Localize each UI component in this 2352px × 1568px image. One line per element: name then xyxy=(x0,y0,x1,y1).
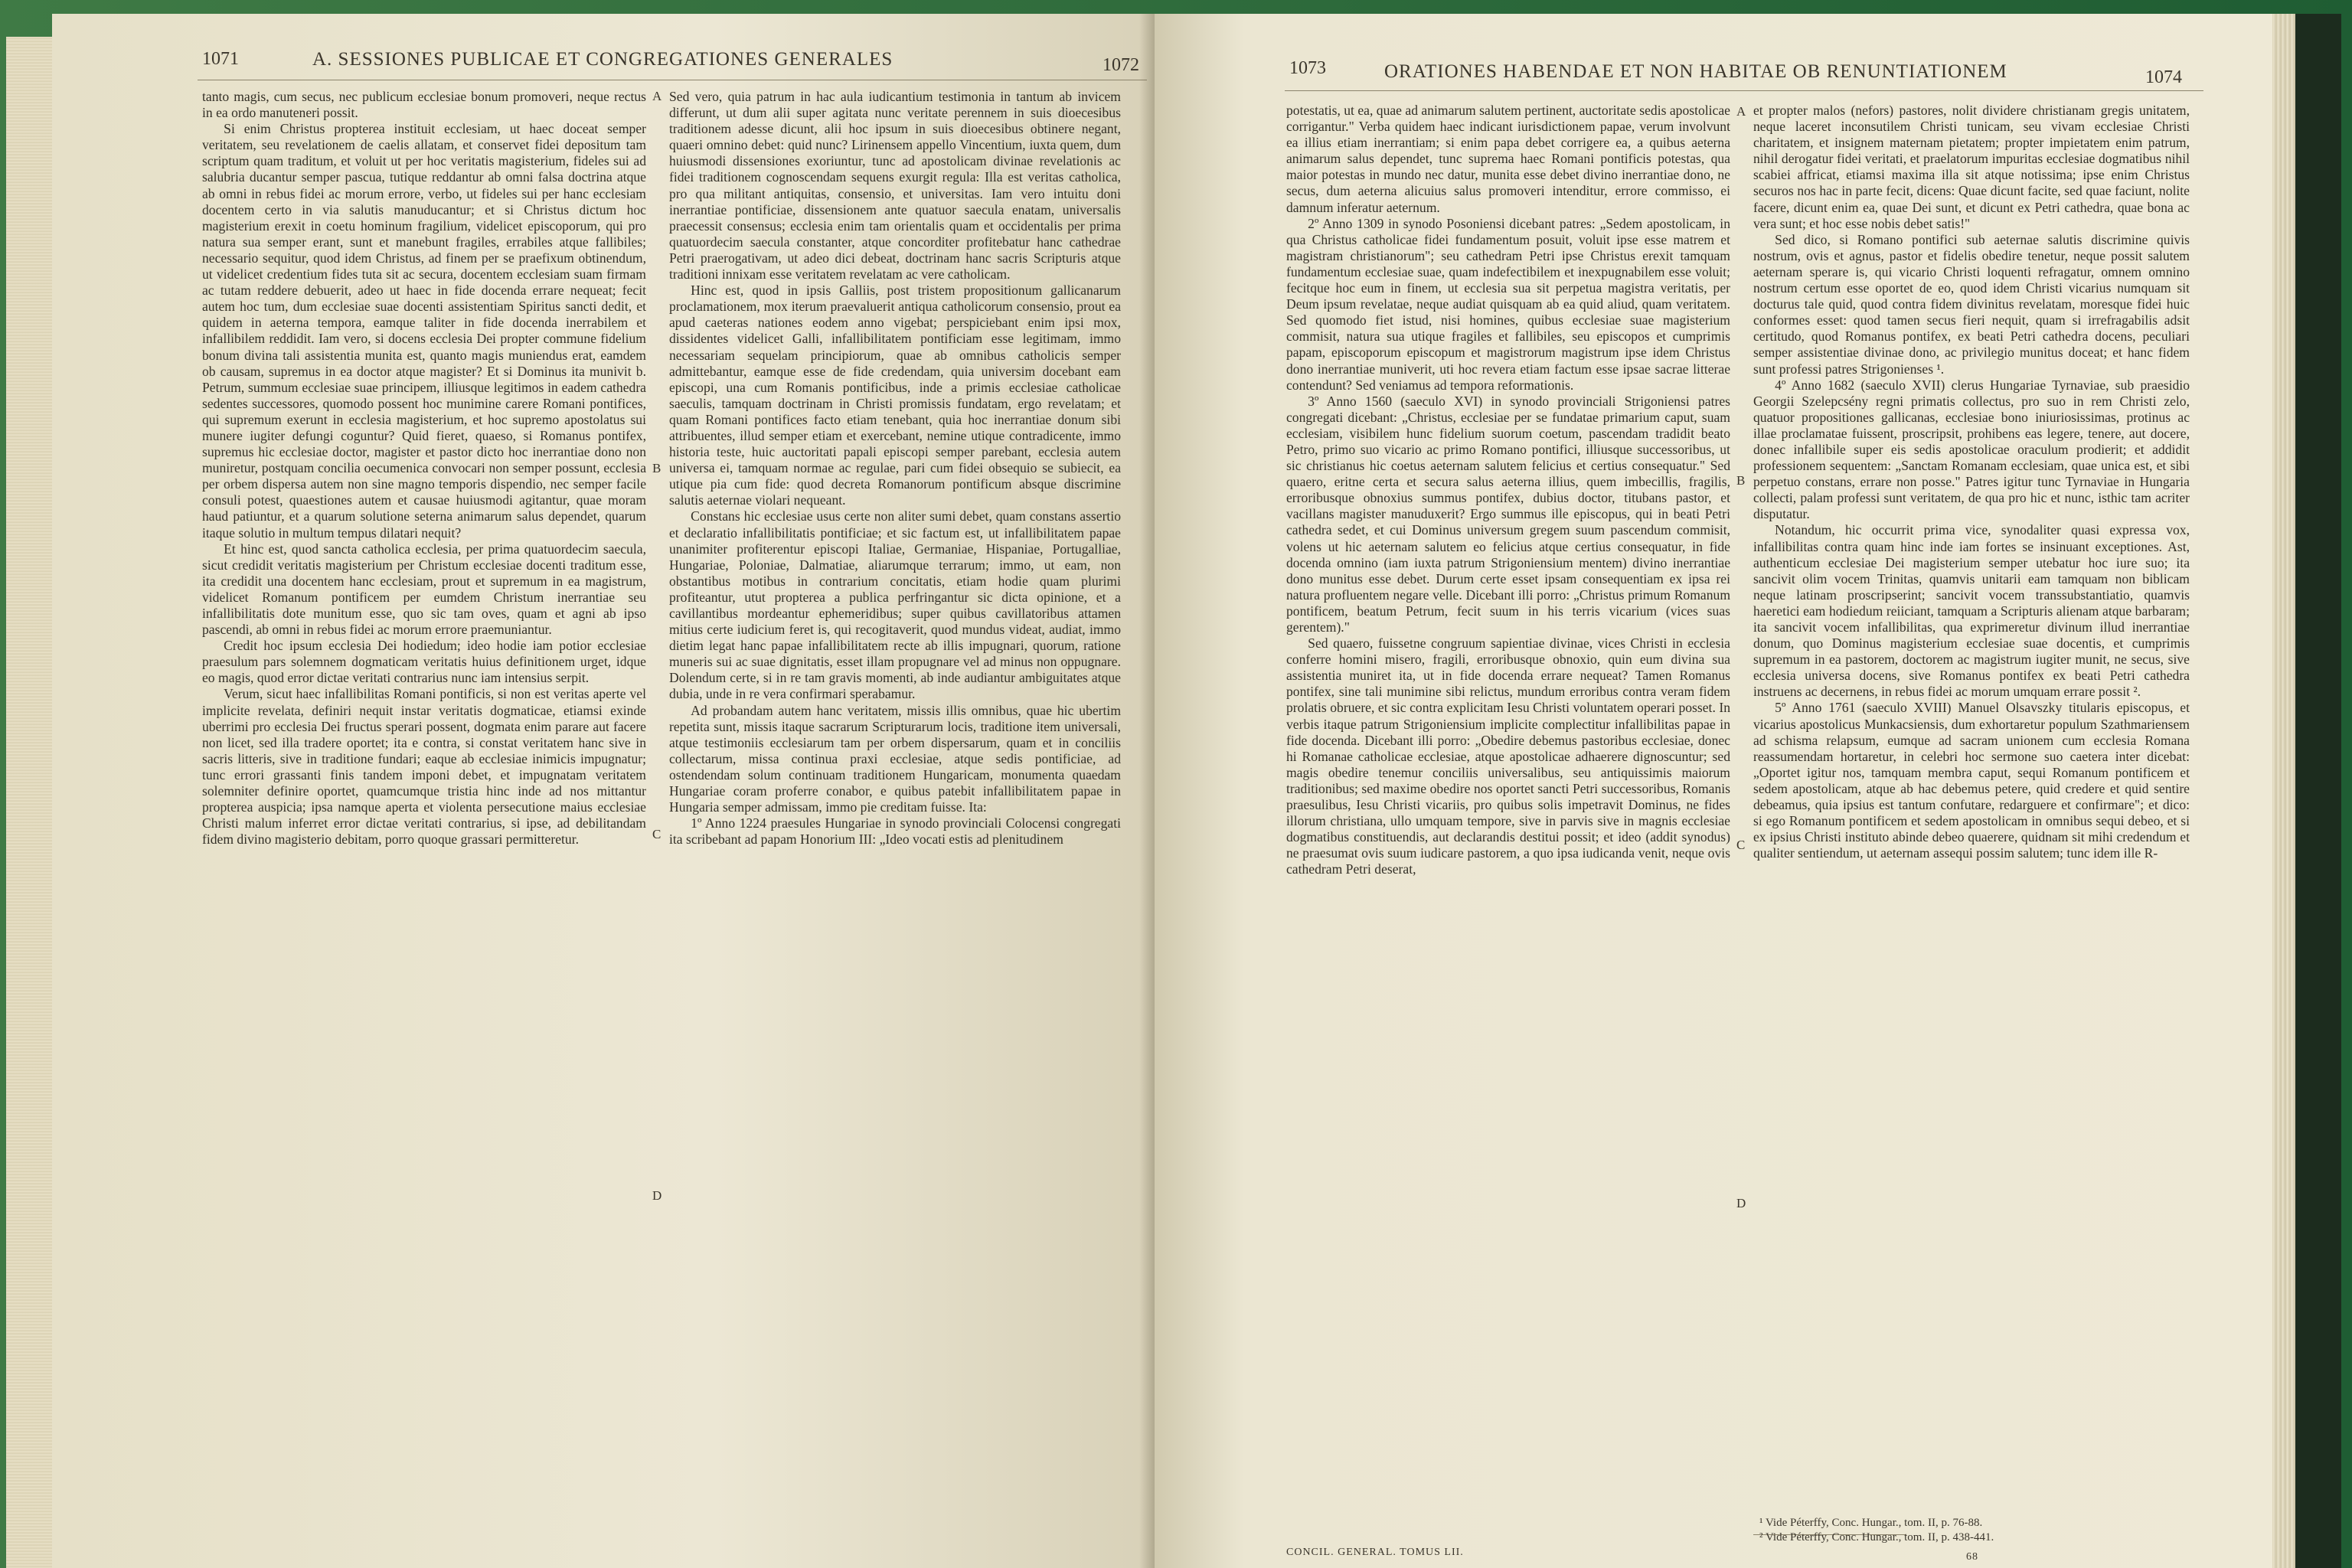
paragraph: Notandum, hic occurrit prima vice, synodaliter quasi expressa vox, infallibilitas contra quam hinc inde iam fortes se insinuant exceptiones. Ast, authenticum ecclesiae Dei magisterium semper utebatur hoc iure suo; ita sancivit olim vocem Trinitas, quamvis unitarii eam tamquam non biblicam neque latinam proscripserint; sancivit vocem transsubstantiatio, quamvis haeretici eam hodiedum reiiciant, tamquam a Scripturis alienam atque barbaram; ita sancivit vocem infallibilitas, qua exprimeretur divinum illud inerrantiae donum, quo Dominus magisterium ecclesiae suae docentis, et cumprimis supremum in ea pastorem, doctorem ac magistrum iugiter munit, ne secus, sive ecclesia universa docens, sive Romanus pontifex ex beati Petri cathedra instruens ac decernens, in rebus fidei ac morum umquam errare possit ². xyxy=(1753,522,2190,700)
margin-marker-a: A xyxy=(652,89,662,103)
paragraph: Sed quaero, fuissetne congruum sapientiae divinae, vices Christi in ecclesia conferre homini misero, fragili, erroribusque obnoxio, quin eum divina sua assistentia muniret ita, ut in fide docenda errare nequeat? Tamen Romanus pontifex, sine tali munimine sibi relictus, mundum erroribus contra veram fidem prolatis obruere, et sic contra explicitam Iesu Christi voluntatem operari posset. In verbis itaque patrum Strigoniensium implicite complectitur infallibilitas papae in fide docenda. Dicebant illi porro: „Obedire debemus pastoribus ecclesiae, donec hi Romanae catholicae ecclesiae, atque apostolicae adhaerere dignoscuntur; sed magis obedire tenemur conciliis universalibus, seu antiquissimis maiorum traditionibus; sed maxime obedire nos oportet sancti Petri successoribus, Romanis praesulibus, Iesu Christi vicariis, pro quibus solis impetravit Dominus, ne fides illorum christiana, ullo umquam tempore, sive in parvis sive in magnis ecclesiae dogmatibus constituendis, aut declarandis destitui possit; et ideo (addit synodus) ne praesumat ovis suum iudicare pastorem, a quo ipsa iudicanda venit, neque ovis cathedram Petri deserat, xyxy=(1286,635,1730,877)
paragraph: potestatis, ut ea, quae ad animarum salutem pertinent, auctoritate sedis apostolicae corrigantur." Verba quidem haec indicant iurisdictionem papae, verum involvunt ea illius etiam inerrantiam; si enim papa debet corrigere ea, a quibus aeterna animarum salus dependet, tunc suprema haec Romani pontificis potestas, qua maior potestas in mundo nec datur, munita esse debet divino inerrantiae dono, ne secus, dum aeterna alicuius salus promoveri intenditur, errore commisso, ei damnum inferatur aeternum. xyxy=(1286,103,1730,215)
signature-mark: 68 xyxy=(1966,1551,1978,1563)
right-page xyxy=(1155,14,2272,1568)
paragraph: 2º Anno 1309 in synodo Posoniensi dicebant patres: „Sedem apostolicam, in qua Christus catholicae fidei fundamentum posuit, voluit ipse esse matrem et magistram christianorum"; seu cathedram Petri ipse Christus erexit tamquam fundamentum ecclesiae suae, quam indefectibilem et inexpugnabilem esse voluit; fecitque hoc eum in finem, ut ecclesia sua sit perpetua magistra veritatis, per Deum ipsum revelatae, neque audiat quisquam ab ea quid aliud, quam veritatem. Sed quomodo fiet istud, nisi homines, quibus ecclesiae suae magisterium commisit, natura sua utique fragiles et fallibiles, seu episcopos et cumprimis papam, episcoporum episcopum et magistrorum magistrum ipse idem Christus dono inerrantiae muniverit, uti hoc revera etiam factum esse ipsae sacrae litterae contendunt? Sed veniamus ad tempora reformationis. xyxy=(1286,215,1730,393)
running-head-left: A. SESSIONES PUBLICAE ET CONGREGATIONES GENERALES xyxy=(312,49,893,70)
paragraph: tanto magis, cum secus, nec publicum ecclesiae bonum promoveri, neque rectus in ea ordo manuteneri possit. xyxy=(202,89,646,121)
paragraph: Et hinc est, quod sancta catholica ecclesia, per prima quatuordecim saecula, sicut credidit veritatis magisterium per Christum ecclesiae docenti traditum esse, ita credidit una docentem hanc ecclesiam, prout et supremum in ea magistrum, videlicet Romanum pontificem per eumdem Christum inerrantiae seu infallibilitatis dote munitum esse, quo sic tam oves, quam et agni ab ipso pascendi, ab omni in rebus fidei ac morum errore praemuniantur. xyxy=(202,541,646,638)
page-number-1072: 1072 xyxy=(1102,55,1139,75)
left-page-column-1 xyxy=(202,89,646,848)
paragraph: Si enim Christus propterea instituit ecclesiam, ut haec doceat semper veritatem, seu revelationem de caelis allatam, et conservet fidei depositum tam scriptum quam traditum, et voluit ut per hoc veritatis magisterium, fideles sui ad salubria ducantur semper pascua, tutique reddantur ab omni falsa doctrina atque ab omni in rebus fidei ac morum errore, verbo, ut fideles sui per hanc ecclesiam docentem certo in via salutis manuducantur; et si Christus dictum hoc magisterium erexit in coetu hominum fragilium, videlicet episcoporum, qui pro natura sua semper erant, sunt et manebunt fragiles, errabiles atque fallibiles; necessario sequitur, quod idem Christus, ad finem per se praefixum obtinendum, ut videlicet credentium fides tuta sit ac secura, docentem ecclesiam suam firmam ac tutam reddere debuerit, adeo ut haec in fide docenda errare nequeat; fecit autem hoc tum, dum ecclesiae suae docenti assistentiam Spiritus sancti dedit, et quidem in aeterna tempora, eamque taliter in fide docenda inerrabilem et infallibilem reddidit. Iam vero, si docens ecclesia Dei propter commune fidelium bonum divina tali assistentia munita est, quanto magis muniendus erat, eamdem ob causam, supremus in ea doctor atque magister? Et si Dominus ita munivit b. Petrum, summum ecclesiae suae principem, illiusque legitimos in eadem cathedra sedentes successores, quomodo possent hoc munimine carere Romani pontifices, qui supremum exerunt in ecclesia magisterium, et hoc supremo apostolatus sui munere iugiter defungi coguntur? Quid fieret, quaeso, si Romanus pontifex, supremus hic ecclesiae doctor, magister et pastor dicto hoc inerrantiae dono non muniretur, postquam concilia oecumenica convocari non semper possunt, ecclesia per orbem dispersa autem non sine magno temporis dispendio, nec semper facile consuli potest, quaestiones autem et causae huiusmodi agitantur, quae moram haud patiuntur, et a quarum solutione seterna animarum salus dependet, quarum itaque solutio in multum tempus dilatari nequit? xyxy=(202,121,646,541)
right-page-column-2 xyxy=(1753,103,2190,861)
margin-marker-b: B xyxy=(1736,473,1746,488)
page-number-1073: 1073 xyxy=(1289,58,1326,78)
paragraph: 5º Anno 1761 (saeculo XVIII) Manuel Olsavszky titularis episcopus, et vicarius apostolicus Munkacsiensis, dum exhortaretur populum Szathmariensem ad schisma relapsum, eumque ad sacram unionem cum ecclesia Romana reassumendam hortaretur, in celebri hoc sermone suo caetera inter dicebat: „Oportet igitur nos, tamquam membra caput, sequi Romanum pontificem et sedem apostolicam, atque ab hac debemus petere, quid credere et quid sentire debeamus, quia ipsius est tantum confutare, redarguere et confirmare"; et dico: si ego Romanum pontificem et sedem apostolicam in omnibus sequi debeo, et si ex ipsius Christi instituto abinde debeo quaerere, quidnam sit mihi credendum et qualiter sentiendum, ut aeternam assequi possim salutem; tunc idem ille R- xyxy=(1753,700,2190,861)
paragraph: 1º Anno 1224 praesules Hungariae in synodo provinciali Colocensi congregati ita scribebant ad papam Honorium III: „Ideo vocati estis ad plenitudinem xyxy=(669,815,1121,848)
margin-marker-b: B xyxy=(652,461,662,475)
left-page-edges xyxy=(6,37,52,1568)
left-page-column-2 xyxy=(669,89,1121,848)
page-number-1074: 1074 xyxy=(2145,67,2182,87)
open-book xyxy=(6,14,2334,1568)
paragraph: Ad probandam autem hanc veritatem, missis illis omnibus, quae hic ubertim repetita sunt, missis itaque sacrarum Scripturarum locis, traditione item universali, atque testimoniis ecclesiarum tam per orbem dispersarum, quam et in conciliis collectarum, missa continua praxi ecclesiae, atque sedis pontificiae, ad ostendendam solum continuam traditionem Hungaricam, monumenta quaedam Hungariae coram proferre conabor, e quibus patebit infallibilitatem papae in Hungaria semper admissam, immo pie creditam fuisse. Ita: xyxy=(669,702,1121,815)
paragraph: et propter malos (nefors) pastores, nolit dividere christianam gregis unitatem, neque laceret inconsutilem Christi tunicam, seu vivam ecclesiae Christi charitatem, et insignem maternam pietatem; propter impietatem enim patrum, nihil derogatur fidei veritati, et praelatorum impuritas ecclesiae dogmatibus nihil scabiei affricat, etiamsi maxima illa sit atque notissima; ipse enim Christus securos nos hac in parte fecit, dicens: Quae dicunt facite, sed quae faciunt, nolite facere, dicunt enim ea, quae Dei sunt, et dicunt ex Petri cathedra, quae bona ac vera sunt; et hoc esse nobis debet satis!" xyxy=(1753,103,2190,231)
paragraph: Sed vero, quia patrum in hac aula iudicantium testimonia in tantum ab invicem differunt, ut dum alii super agitata nunc veritate perennem in suis dioecesibus traditionem adesse dicunt, alii hoc ipsum in suis dioecesibus obtinere negant, quaeri omnino debet: quid nunc? Lirinensem appello Vincentium, iuxta quem, dum huiusmodi dissensiones exoriuntur, tunc ad apostolicam divinae revelationis ac fidei traditionem cognoscendam sequens exurgit regula: Illa est veritas catholica, pro qua militant antiquitas, consensio, et universitas. Iam vero intuitu doni inerrantiae pontificiae, dissensionem ante quatuor saecula enatam, universalis praecessit consensus; ecclesia enim tam orientalis quam et occidentalis per prima quatuordecim saecula constanter, atque concorditer profitebatur hanc cathedrae Petri praerogativam, ut adeo dici debeat, doctrinam hanc sacris Scripturis atque traditioni innixam esse veritatem revelatam ac vere catholicam. xyxy=(669,89,1121,283)
dark-spine xyxy=(2295,14,2341,1568)
footnote-1: ¹ Vide Péterffy, Conc. Hungar., tom. II, p. 76-88. xyxy=(1759,1517,1983,1529)
margin-marker-c: C xyxy=(1736,838,1746,852)
margin-marker-a: A xyxy=(1736,104,1746,119)
paragraph: 4º Anno 1682 (saeculo XVII) clerus Hungariae Tyrnaviae, sub praesidio Georgii Szelepcsény regni primatis collectus, pro suo in rem Christi zelo, quatuor propositiones gallicanas, ecclesiae bono iniuriosissimas, protinus ac illae proclamatae fuissent, proscripsit, prohibens eas legere, tenere, aut docere, donec infallibile super eis sedis apostolicae oraculum prodierit; et addidit professionem sequentem: „Sanctam Romanam ecclesiam, quae unica est, et sibi perpetuo constans, errare non posse." Patres igitur tunc Tyrnaviae in Hungaria collecti, palam professi sunt veritatem, de qua pro hic et nunc, isthic tam acriter disputatur. xyxy=(1753,377,2190,522)
footnotes xyxy=(1759,1516,2188,1545)
left-page xyxy=(52,14,1155,1568)
right-page-column-1 xyxy=(1286,103,1730,878)
paragraph: Hinc est, quod in ipsis Galliis, post tristem propositionum gallicanarum proclamationem, mox iterum praevaluerit antiqua catholicorum consensio, prout ea apud caeteras nationes eodem anno vigebat; perspiciebant enim ipsi mox, dissidentes videlicet Galli, infallibilitatem pontificiam esse legitimam, immo necessariam sequelam principiorum, quae ab omnibus catholicis semper admittebantur, eamque esse de fide credendam, quia universim docebant eam episcopi, una cum Romanis pontificibus, inde a primis ecclesiae catholicae saeculis, tamquam doctrinam in Christi promissis fundatam, ergo revelatam; et quam Romani pontifices facto etiam tenebant, quia hoc inerrantiae donum sibi attribuentes, illud semper etiam et exercebant, nemine utique contradicente, immo historia teste, huic auctoritati papali episcopi semper parebant, ecclesia autem universa ei, tamquam normae ac regulae, pari cum fidei obsequio se subiecit, ea utique pia cum fide: quod decreta Romanorum pontificum absque discrimine salutis aeternae violari nequeant. xyxy=(669,283,1121,508)
margin-marker-c: C xyxy=(652,827,662,841)
paragraph: Sed dico, si Romano pontifici sub aeternae salutis discrimine quivis nostrum, ovis et agnus, pastor et fidelis obedire tenetur, neque possit salutem aeternam sperare is, qui vicario Christi loquenti refragatur, omnem omnino nostrum certum esse oportet de eo, quod idem Christi vicarius numquam sit docturus tale quid, quod contra fidem divinitus revelatam, moresque fidei huic conformes esset: quod tamen secus fieri nequit, quam si irrefragabilis adsit certitudo, quod Romanus pontifex, ex beati Petri cathedra docens, peculiari semper assistentiae divinae dono, ac privilegio munitus doceat; et hanc fidem sunt professi patres Strigonienses ¹. xyxy=(1753,231,2190,377)
paragraph: 3º Anno 1560 (saeculo XVI) in synodo provinciali Strigoniensi patres congregati dicebant: „Christus, ecclesiae per se fundatae primarium caput, suam ecclesiam, visibilem hunc fidelium suorum coetum, pascendam tradidit beato Petro, primo suo vicario ac primo Romano pontifici, illiusque successoribus, ut sic christianus hic coetus aeternam salutem felicius et certius consequatur." Sed quaero, eritne certa et secura salus aeterna illius, quem imbecillis, fragilis, erroribusque obnoxius summus pontifex, dubius doctor, titubans pastor, et vacillans magister manuduxerit? Ergo summus ille episcopus, qui in beati Petri cathedra sedet, et cui Dominus universum gregem suum pascendum commisit, volens ut hic aeternam salutem eo felicius atque certius consequatur, in fide docenda omnino (iam iuxta patrum Strigoniensium mentem) divino inerrantiae dono munitus esse debet. Durum certe esset ipsam consequentiam ex ipsa rei natura profluentem negare velle. Dicebant illi porro: „Christus primum Romanum pontificem, beatum Petrum, fecit suum in his terris vicarium (vices suas gerentem)." xyxy=(1286,393,1730,635)
page-number-1071: 1071 xyxy=(202,49,239,69)
margin-marker-d: D xyxy=(1736,1196,1746,1210)
running-head-right: ORATIONES HABENDAE ET NON HABITAE OB RENUNTIATIONEM xyxy=(1384,61,2007,82)
footnote-2: ² Vide Péterffy, Conc. Hungar., tom. II, p. 438-441. xyxy=(1759,1531,1994,1544)
paragraph: Verum, sicut haec infallibilitas Romani pontificis, si non est veritas aperte vel implicite revelata, definiri nequit instar veritatis dogmaticae, etiamsi exinde uberrimi pro ecclesia Dei fructus sperari possent, dogmata enim parare aut facere non licet, sed illa tradere oportet; ita e contra, si constat veritatem hanc sive in sacris litteris, sive in traditione fundari; eaque ab ecclesiae inimicis impugnatur; tunc errori grassanti finis tandem imponi debet, et impugnatam veritatem solemniter definire oportet, quamcumque tristia hinc inde ad nos mittantur propterea auspicia; ipsa namque aperta et violenta persecutione maius ecclesiae Christi malum inferret error dictae veritati contrarius, si ipse, ad debilitandam fidem divino magisterio debitam, porro quoque grassari permitteretur. xyxy=(202,686,646,848)
header-rule-right xyxy=(1285,90,2203,91)
paragraph: Constans hic ecclesiae usus certe non aliter sumi debet, quam constans assertio et declaratio infallibilitatis pontificiae; et sic factum est, ut infallibilitatem papae unanimiter profiterentur episcopi Italiae, Germaniae, Hispaniae, Portugalliae, Hungariae, Poloniae, Dalmatiae, aliarumque terrarum; immo, ut eam, non obstantibus motibus in contrarium concitatis, etiam hodie quam plurimi profiteantur, utut propterea a publica perfringantur sic dicta opinione, et a cavillantibus mordeantur ephemeridibus; super quibus cavillatoribus attamen mitius certe iudicium feret is, qui recogitaverit, quod mundus videat, audiat, immo dietim legat hanc papae infallibilitatem recte ab illis impugnari, quorum, ratione muneris sui ac suae dignitatis, esset illam propugnare vel ad minus non oppugnare. Dolendum certe, si in re tam gravis momenti, ab inde audiantur ambiguitates atque dubia, unde in re vera confirmari sperabamur. xyxy=(669,508,1121,702)
paragraph: Credit hoc ipsum ecclesia Dei hodiedum; ideo hodie iam potior ecclesiae praesulum pars solemnem dogmaticam veritatis huius definitionem urget, idque eo magis, quod error dictae veritati contrarius nunc iam intensius serpit. xyxy=(202,638,646,686)
margin-marker-d: D xyxy=(652,1188,662,1203)
page-footer: CONCIL. GENERAL. TOMUS LII. xyxy=(1286,1547,1464,1558)
